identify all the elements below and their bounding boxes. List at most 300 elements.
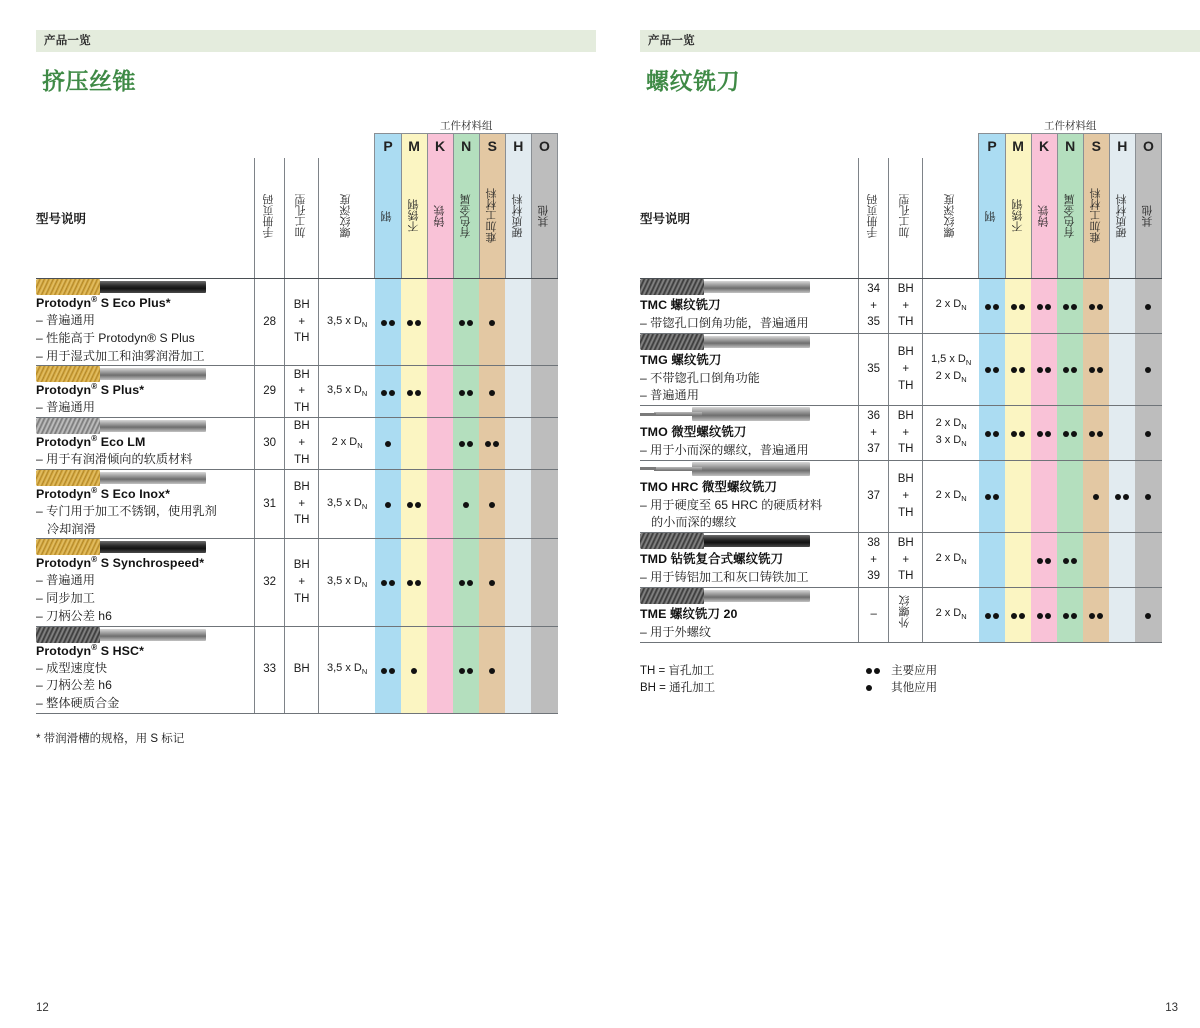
tool-image [640, 334, 810, 350]
material-cell-H [505, 418, 531, 470]
tool-image [640, 461, 810, 477]
material-cell-P [979, 533, 1005, 588]
application-dots [1144, 491, 1152, 503]
application-dots [380, 665, 396, 677]
material-cell-O [1135, 460, 1161, 532]
material-cell-S [1083, 279, 1109, 334]
material-cell-O [1135, 333, 1161, 405]
right-col-depth: 螺纹深度 [944, 193, 957, 238]
right-table-body [640, 279, 1162, 643]
table-row [36, 626, 558, 713]
application-dots [488, 387, 496, 399]
product-feature: – 整体硬质合金 [36, 696, 120, 710]
application-dots [1036, 364, 1052, 376]
product-description-cell [640, 406, 859, 461]
material-cell-S [479, 279, 505, 366]
application-dots [384, 438, 392, 450]
application-dots [1036, 610, 1052, 622]
table-row [640, 406, 1162, 461]
left-header-row [36, 158, 558, 278]
right-letter-M: M [1005, 134, 1031, 159]
right-col-mat-K: 铸铁 [1031, 158, 1057, 278]
material-cell-S [1083, 533, 1109, 588]
left-page-number: 12 [36, 1002, 49, 1014]
application-dots [462, 499, 470, 511]
material-cell-O [531, 469, 557, 539]
application-dots [380, 577, 396, 589]
application-dots [488, 665, 496, 677]
application-dots [1010, 610, 1026, 622]
hole-type-cell: BH + TH [285, 279, 319, 366]
material-cell-O [531, 418, 557, 470]
material-cell-M [1005, 587, 1031, 642]
tool-image [36, 627, 206, 643]
material-cell-N [453, 469, 479, 539]
hole-type-cell: BH + TH [889, 333, 923, 405]
application-dots [1088, 428, 1104, 440]
application-dots [1088, 364, 1104, 376]
manual-page-cell: 31 [255, 469, 285, 539]
material-cell-O [1135, 279, 1161, 334]
left-letter-S: S [479, 134, 505, 159]
product-name: Protodyn® S Eco Plus* [36, 295, 171, 311]
material-cell-N [1057, 279, 1083, 334]
material-cell-K [1031, 333, 1057, 405]
application-dots [458, 577, 474, 589]
hole-type-cell: 外螺纹 [889, 587, 923, 642]
application-dots [1088, 610, 1104, 622]
manual-page-cell: 37 [859, 460, 889, 532]
application-dots [1144, 364, 1152, 376]
product-feature: – 普遍通用 [36, 573, 95, 588]
product-feature: – 普遍通用 [640, 388, 699, 403]
right-letter-row [640, 134, 1162, 159]
right-col-page: 手册页码 [859, 158, 889, 278]
product-feature: – 用于铸铝加工和灰口铸铁加工 [640, 570, 809, 585]
right-col-mat-S: 难加工材料 [1083, 158, 1109, 278]
table-row [640, 279, 1162, 334]
material-cell-N [453, 366, 479, 418]
product-description-cell [36, 469, 255, 539]
material-cell-K [1031, 587, 1057, 642]
legend-bh: BH = 通孔加工 [640, 681, 716, 694]
material-cell-S [1083, 587, 1109, 642]
table-row [640, 460, 1162, 532]
material-cell-K [1031, 279, 1057, 334]
hole-type-cell: BH + TH [889, 279, 923, 334]
left-group-label-row [36, 118, 558, 134]
legend-primary [865, 663, 937, 680]
left-table-wrap [36, 118, 596, 714]
application-dots [380, 387, 396, 399]
material-cell-S [479, 418, 505, 470]
application-dots [410, 665, 418, 677]
tool-image [36, 539, 206, 555]
material-cell-K [1031, 460, 1057, 532]
right-legend [640, 663, 1200, 698]
material-cell-M [401, 418, 427, 470]
material-cell-H [1109, 406, 1135, 461]
material-cell-P [979, 587, 1005, 642]
product-feature: 的小而深的螺纹 [651, 515, 737, 530]
right-page-number: 13 [1165, 1002, 1178, 1014]
hole-type-cell: BH + TH [889, 460, 923, 532]
tool-image [36, 470, 206, 486]
table-row [640, 333, 1162, 405]
tool-image [640, 533, 810, 549]
application-dots [484, 438, 500, 450]
right-page [640, 0, 1200, 1028]
product-description-cell [36, 279, 255, 366]
left-letter-O: O [531, 134, 557, 159]
material-cell-S [1083, 333, 1109, 405]
material-cell-M [1005, 406, 1031, 461]
product-description-cell [640, 460, 859, 532]
application-dots [380, 317, 396, 329]
product-feature: – 用于外螺纹 [640, 624, 712, 639]
tool-image [36, 279, 206, 295]
product-feature: – 普遍通用 [36, 400, 95, 415]
material-cell-M [401, 626, 427, 713]
application-dots [1036, 301, 1052, 313]
product-name: TMD 钻铣复合式螺纹铣刀 [640, 552, 784, 567]
manual-page-cell: 28 [255, 279, 285, 366]
left-eyebrow: 产品一览 [36, 30, 596, 52]
product-feature: – 用于硬度至 65 HRC 的硬质材料 [640, 497, 823, 512]
manual-page-cell: 36 + 37 [859, 406, 889, 461]
left-col-mat-K: 铸铁 [427, 158, 453, 278]
material-cell-K [1031, 533, 1057, 588]
tool-image [640, 406, 810, 422]
tool-image [640, 279, 810, 295]
material-cell-K [427, 366, 453, 418]
legend-th: TH = 盲孔加工 [640, 664, 715, 677]
material-cell-N [1057, 533, 1083, 588]
application-dots [406, 387, 422, 399]
material-cell-K [427, 418, 453, 470]
left-page [36, 0, 596, 1028]
material-cell-S [479, 626, 505, 713]
product-description-cell [640, 587, 859, 642]
application-dots [458, 387, 474, 399]
left-col-depth-label: 螺纹深度 [340, 193, 353, 238]
material-cell-N [453, 279, 479, 366]
product-feature: – 不带锪孔口倒角功能 [640, 370, 760, 385]
material-cell-O [531, 279, 557, 366]
thread-depth-cell: 2 x $D_N$ [923, 460, 979, 532]
material-cell-H [1109, 279, 1135, 334]
material-cell-M [401, 469, 427, 539]
manual-page-cell: 34 + 35 [859, 279, 889, 334]
application-dots [1010, 301, 1026, 313]
right-col-mat-N: 有色金属 [1057, 158, 1083, 278]
left-col-mat-H: 硬质材料 [505, 158, 531, 278]
application-dots [1062, 301, 1078, 313]
right-letter-H: H [1109, 134, 1135, 159]
table-row [36, 469, 558, 539]
product-name: Protodyn® S Eco Inox* [36, 485, 170, 501]
application-dots [488, 499, 496, 511]
material-cell-H [505, 539, 531, 626]
legend-dot-meanings [865, 663, 937, 698]
legend-single-dot-icon [865, 680, 891, 697]
product-feature: – 专门用于加工不锈钢，使用乳剂 [36, 503, 217, 518]
product-feature: – 用于湿式加工和油雾润滑加工 [36, 348, 205, 363]
legend-primary-label: 主要应用 [891, 664, 938, 677]
material-cell-O [531, 626, 557, 713]
material-cell-M [1005, 533, 1031, 588]
material-cell-H [505, 279, 531, 366]
left-footnote: * 带润滑槽的规格，用 S 标记 [36, 732, 185, 745]
material-cell-N [1057, 460, 1083, 532]
right-col-mat-M: 不锈钢 [1005, 158, 1031, 278]
left-table-body [36, 279, 558, 714]
product-feature: – 刀柄公差 h6 [36, 608, 112, 623]
thread-depth-cell: 3,5 x $D_N$ [319, 279, 375, 366]
material-cell-N [453, 626, 479, 713]
table-row [36, 418, 558, 470]
left-col-hole-label: 加工孔型 [295, 193, 308, 238]
application-dots [1144, 301, 1152, 313]
material-cell-P [375, 539, 401, 626]
product-feature: – 性能高于 Protodyn® S Plus [36, 330, 195, 345]
thread-depth-cell: 3,5 x $D_N$ [319, 539, 375, 626]
material-cell-M [401, 539, 427, 626]
thread-depth-cell: 2 x $D_N$ [923, 587, 979, 642]
application-dots [1088, 301, 1104, 313]
legend-other-label: 其他应用 [891, 681, 938, 694]
application-dots [458, 317, 474, 329]
material-cell-K [427, 279, 453, 366]
material-cell-H [505, 626, 531, 713]
right-letter-N: N [1057, 134, 1083, 159]
material-cell-M [401, 279, 427, 366]
right-letter-S: S [1083, 134, 1109, 159]
right-letter-K: K [1031, 134, 1057, 159]
product-feature: – 带锪孔口倒角功能，普遍通用 [640, 316, 809, 330]
product-feature: – 成型速度快 [36, 660, 108, 675]
left-col-hole [285, 158, 319, 278]
material-cell-K [1031, 406, 1057, 461]
application-dots [1062, 610, 1078, 622]
right-letter-P: P [979, 134, 1005, 159]
application-dots [1036, 428, 1052, 440]
left-letter-K: K [427, 134, 453, 159]
right-col-mat-P: 钢 [979, 158, 1005, 278]
product-feature: – 用于小而深的螺纹，普遍通用 [640, 443, 809, 458]
material-cell-H [505, 366, 531, 418]
legend-other [865, 680, 937, 697]
material-cell-P [979, 406, 1005, 461]
material-cell-P [375, 366, 401, 418]
right-eyebrow: 产品一览 [640, 30, 1200, 52]
material-cell-P [375, 279, 401, 366]
application-dots [406, 577, 422, 589]
thread-depth-cell: 2 x $D_N$ [923, 279, 979, 334]
legend-hole-types [640, 663, 715, 698]
hole-type-cell: BH + TH [889, 533, 923, 588]
left-col-description: 型号说明 [36, 212, 87, 226]
material-cell-H [1109, 333, 1135, 405]
right-col-mat-H: 硬质材料 [1109, 158, 1135, 278]
hole-type-cell: BH + TH [889, 406, 923, 461]
product-name: Protodyn® Eco LM [36, 434, 146, 450]
application-dots [1062, 428, 1078, 440]
product-description-cell [640, 279, 859, 334]
application-dots [984, 491, 1000, 503]
thread-depth-cell: 2 x $D_N$ [923, 533, 979, 588]
thread-depth-cell: 1,5 x $D_N$ 2 x $D_N$ [923, 333, 979, 405]
material-cell-K [427, 469, 453, 539]
left-product-table [36, 118, 558, 714]
material-cell-O [531, 539, 557, 626]
material-cell-O [531, 366, 557, 418]
material-cell-S [1083, 406, 1109, 461]
left-letter-H: H [505, 134, 531, 159]
table-row [36, 539, 558, 626]
manual-page-cell: 38 + 39 [859, 533, 889, 588]
product-feature: – 刀柄公差 h6 [36, 678, 112, 693]
material-cell-N [1057, 406, 1083, 461]
left-col-mat-O: 其他 [531, 158, 557, 278]
material-cell-O [1135, 587, 1161, 642]
thread-depth-cell: 3,5 x $D_N$ [319, 626, 375, 713]
hole-type-cell: BH + TH [285, 418, 319, 470]
right-col-hole: 加工孔型 [889, 158, 923, 278]
right-col-mat-O: 其他 [1135, 158, 1161, 278]
left-col-mat-P: 钢 [375, 158, 401, 278]
right-header-row [640, 158, 1162, 278]
manual-page-cell: 29 [255, 366, 285, 418]
product-description-cell [640, 533, 859, 588]
table-row [640, 533, 1162, 588]
left-col-page [255, 158, 285, 278]
manual-page-cell: 33 [255, 626, 285, 713]
left-col-mat-N: 有色金属 [453, 158, 479, 278]
manual-page-cell: – [859, 587, 889, 642]
product-name: Protodyn® S Plus* [36, 382, 145, 398]
application-dots [1010, 364, 1026, 376]
application-dots [406, 499, 422, 511]
material-cell-S [479, 539, 505, 626]
product-name: TMG 螺纹铣刀 [640, 352, 722, 367]
application-dots [1114, 491, 1130, 503]
application-dots [984, 364, 1000, 376]
material-cell-P [979, 333, 1005, 405]
right-group-label: 工件材料组 [1043, 120, 1097, 132]
hole-type-cell: BH [285, 626, 319, 713]
left-page-title: 挤压丝锥 [42, 68, 136, 94]
material-cell-O [1135, 533, 1161, 588]
material-cell-N [453, 539, 479, 626]
right-col-description: 型号说明 [640, 212, 691, 226]
left-letter-P: P [375, 134, 401, 159]
application-dots [1062, 364, 1078, 376]
thread-depth-cell: 3,5 x $D_N$ [319, 366, 375, 418]
application-dots [458, 438, 474, 450]
material-cell-H [1109, 587, 1135, 642]
application-dots [1036, 555, 1052, 567]
left-col-mat-S: 难加工材料 [479, 158, 505, 278]
material-cell-M [1005, 279, 1031, 334]
material-cell-P [375, 626, 401, 713]
product-name: TMO HRC 微型螺纹铣刀 [640, 479, 778, 494]
right-page-title: 螺纹铣刀 [646, 68, 740, 94]
material-cell-P [979, 460, 1005, 532]
application-dots [1092, 491, 1100, 503]
material-cell-K [427, 626, 453, 713]
product-description-cell [640, 333, 859, 405]
material-cell-H [505, 469, 531, 539]
tool-image [36, 366, 206, 382]
application-dots [984, 301, 1000, 313]
material-cell-S [479, 366, 505, 418]
application-dots [1144, 610, 1152, 622]
left-col-mat-M: 不锈钢 [401, 158, 427, 278]
manual-page-cell: 30 [255, 418, 285, 470]
material-cell-K [427, 539, 453, 626]
thread-depth-cell: 2 x $D_N$ [319, 418, 375, 470]
product-name: Protodyn® S HSC* [36, 642, 145, 658]
product-name: TMC 螺纹铣刀 [640, 298, 721, 312]
product-name: Protodyn® S Synchrospeed* [36, 555, 205, 571]
table-row [36, 366, 558, 418]
left-col-depth [319, 158, 375, 278]
material-cell-P [979, 279, 1005, 334]
manual-page-cell: 35 [859, 333, 889, 405]
material-cell-N [1057, 587, 1083, 642]
application-dots [1062, 555, 1078, 567]
right-letter-O: O [1135, 134, 1161, 159]
table-row [36, 279, 558, 366]
application-dots [488, 577, 496, 589]
product-name: TME 螺纹铣刀 20 [640, 606, 738, 621]
material-cell-N [453, 418, 479, 470]
product-feature: – 普遍通用 [36, 313, 95, 328]
material-cell-M [401, 366, 427, 418]
material-cell-H [1109, 533, 1135, 588]
material-cell-P [375, 418, 401, 470]
tool-image [640, 588, 810, 604]
thread-depth-cell: 3,5 x $D_N$ [319, 469, 375, 539]
table-row [640, 587, 1162, 642]
material-cell-P [375, 469, 401, 539]
application-dots [488, 317, 496, 329]
manual-page-cell: 32 [255, 539, 285, 626]
product-feature: 冷却润滑 [47, 521, 96, 536]
product-description-cell [36, 366, 255, 418]
material-cell-S [479, 469, 505, 539]
hole-type-cell: BH + TH [285, 539, 319, 626]
left-group-label: 工件材料组 [439, 120, 493, 132]
material-cell-M [1005, 460, 1031, 532]
application-dots [406, 317, 422, 329]
product-name: TMO 微型螺纹铣刀 [640, 425, 747, 440]
application-dots [458, 665, 474, 677]
right-group-label-row [640, 118, 1162, 134]
application-dots [984, 428, 1000, 440]
application-dots [984, 610, 1000, 622]
thread-depth-cell: 2 x $D_N$ 3 x $D_N$ [923, 406, 979, 461]
product-description-cell [36, 418, 255, 470]
right-table-wrap [640, 118, 1200, 643]
left-letter-N: N [453, 134, 479, 159]
left-letter-row [36, 134, 558, 159]
application-dots [1144, 428, 1152, 440]
application-dots [384, 499, 392, 511]
tool-image [36, 418, 206, 434]
material-cell-M [1005, 333, 1031, 405]
